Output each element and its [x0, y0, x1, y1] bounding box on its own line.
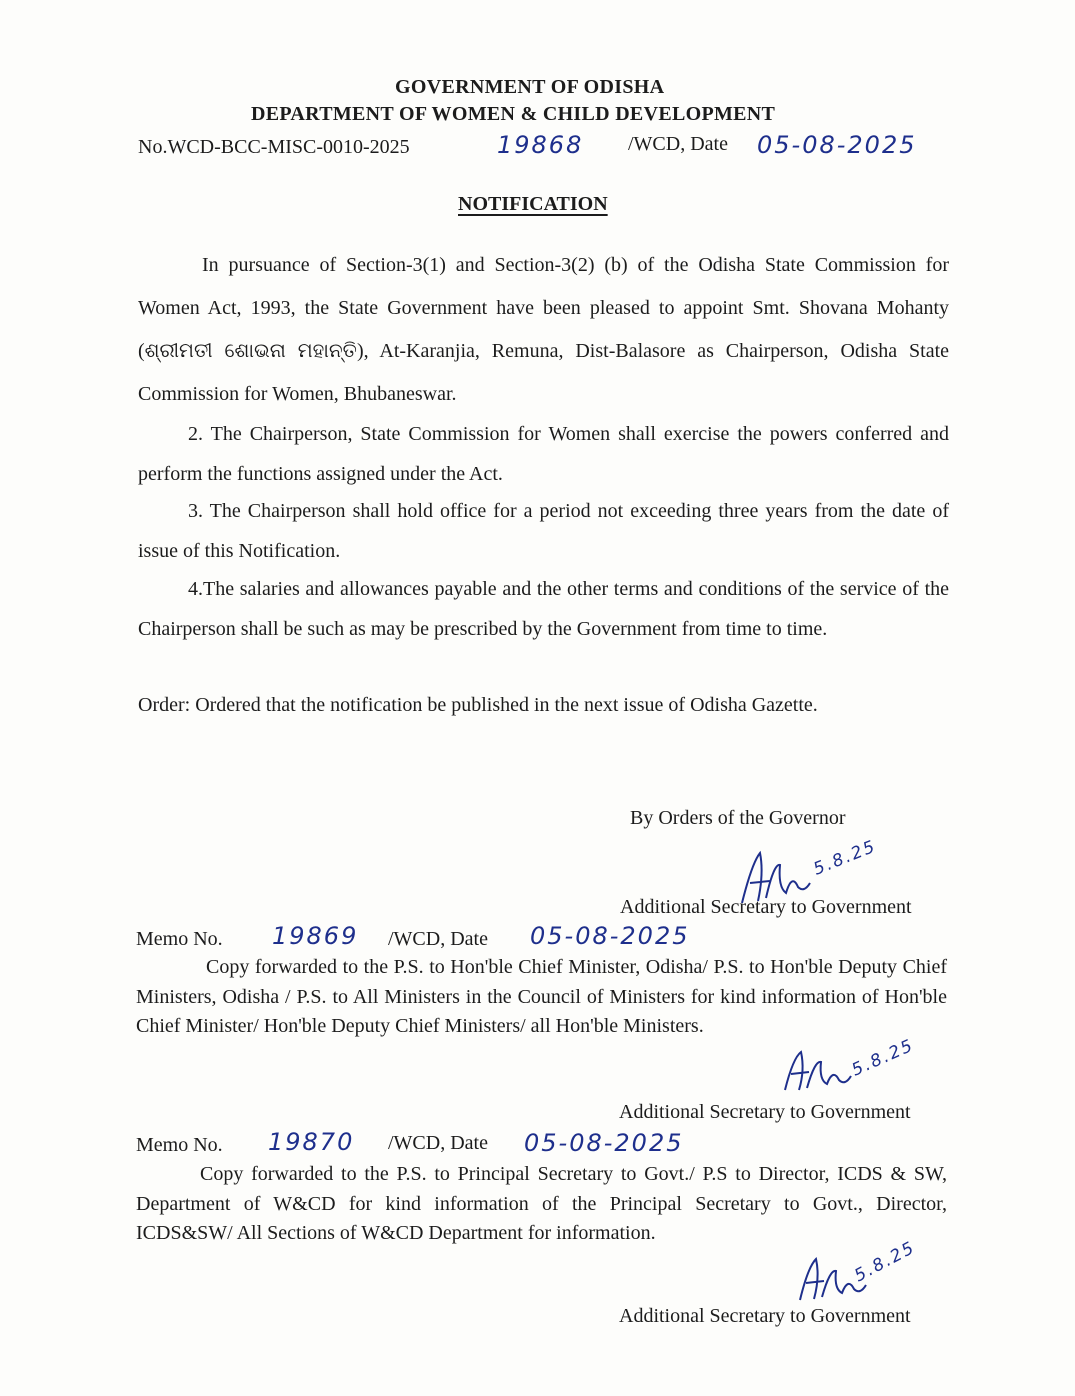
signature-1-designation: Additional Secretary to Government [620, 896, 912, 918]
government-heading: GOVERNMENT OF ODISHA [395, 76, 665, 98]
order-paragraph: Order: Ordered that the notification be published in the next issue of Odisha Gazette. [138, 694, 818, 716]
memo-1-wcd-date-label: /WCD, Date [388, 928, 488, 950]
memo-1-number: 19869 [272, 922, 359, 950]
paragraph-term: 3. The Chairperson shall hold office for a period not exceeding three years from the date of issue of this Notification. [138, 500, 949, 562]
memo-2-date: 05-08-2025 [524, 1129, 684, 1157]
signature-2-designation: Additional Secretary to Government [619, 1101, 911, 1123]
page-title: NOTIFICATION [458, 193, 608, 215]
memo-2-text: Copy forwarded to the P.S. to Principal Secretary to Govt./ P.S to Director, ICDS & SW, Department of W&CD for kind information of the Principal Secretary to Govt., Director, ICDS&SW/ All Sections of W&CD Department for information. [136, 1163, 947, 1244]
department-heading: DEPARTMENT OF WOMEN & CHILD DEVELOPMENT [251, 103, 776, 125]
handwritten-notification-number: 19868 [497, 131, 584, 159]
memo-2-label: Memo No. [136, 1134, 223, 1156]
by-orders-line: By Orders of the Governor [630, 807, 846, 829]
file-number: No.WCD-BCC-MISC-0010-2025 [138, 136, 410, 158]
memo-1-date: 05-08-2025 [530, 922, 690, 950]
memo-1-text: Copy forwarded to the P.S. to Hon'ble Chief Minister, Odisha/ P.S. to Hon'ble Deputy Chief Ministers, Odisha / P.S. to All Ministers in the Council of Ministers for kind information of Hon'ble Chief Minister/ Hon'ble Deputy Chief Ministers/ all Hon'ble Ministers. [136, 956, 947, 1037]
signature-1-date: 5.8.25 [810, 836, 880, 880]
wcd-date-label: /WCD, Date [628, 133, 728, 155]
memo-2-number: 19870 [268, 1128, 355, 1156]
paragraph-appointment: In pursuance of Section-3(1) and Section-3(2) (b) of the Odisha State Commission for Women Act, 1993, the State Government have been pleased to appoint Smt. Shovana Mohanty (ଶ୍ରୀମତୀ ଶୋଭନା ମହାନ୍ତି), At-Karanjia, Remuna, Dist-Balasore as Chairperson, Odisha State Commission for Women, Bhubaneswar. [138, 254, 949, 405]
paragraph-powers: 2. The Chairperson, State Commission for Women shall exercise the powers conferred and perform the functions assigned under the Act. [138, 423, 949, 485]
memo-1-label: Memo No. [136, 928, 223, 950]
memo-2-wcd-date-label: /WCD, Date [388, 1132, 488, 1154]
paragraph-salaries: 4.The salaries and allowances payable and the other terms and conditions of the service of the Chairperson shall be such as may be prescribed by the Government from time to time. [138, 578, 949, 640]
handwritten-notification-date: 05-08-2025 [757, 131, 917, 159]
signature-3-date: 5.8.25 [851, 1237, 919, 1287]
signature-3-designation: Additional Secretary to Government [619, 1305, 911, 1327]
signature-2-date: 5.8.25 [848, 1035, 918, 1081]
